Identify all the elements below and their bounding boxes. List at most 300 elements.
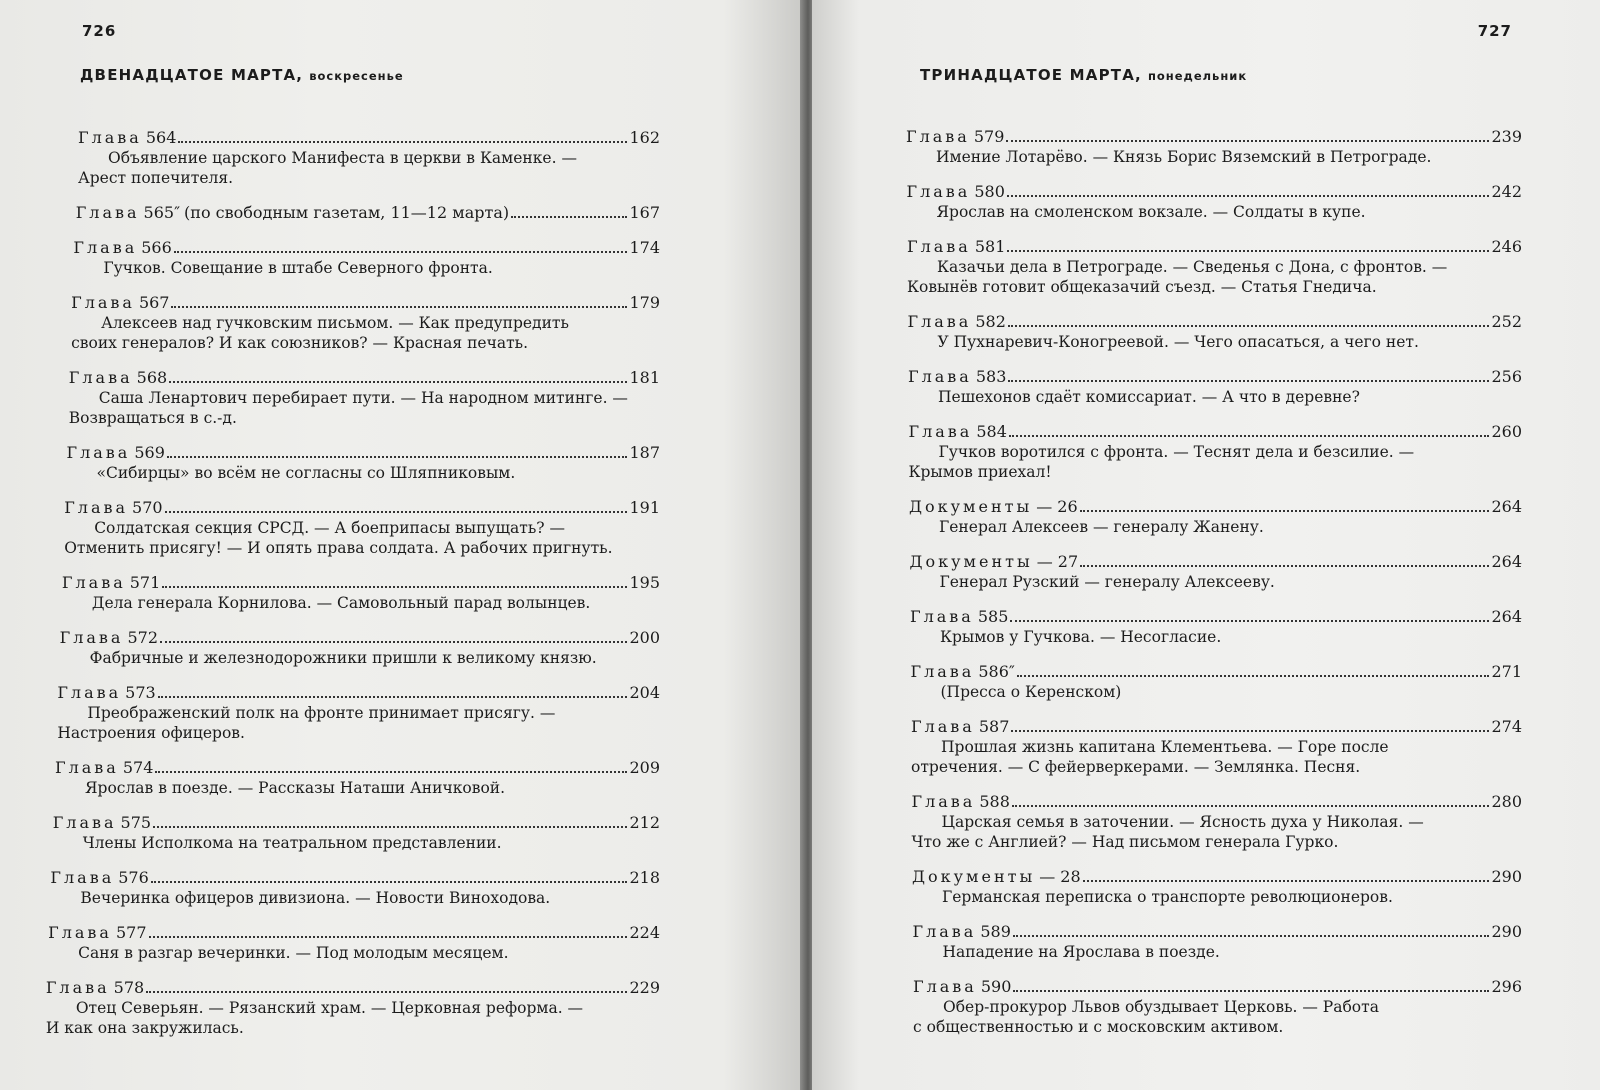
entry-page-number: 274	[1491, 717, 1522, 736]
entry-description-text: Члены Исполкома на театральном представлении.	[82, 834, 502, 852]
entry-description-line	[46, 1018, 660, 1038]
entry-description-text: Преображенский полк на фронте принимает присягу. —	[87, 704, 556, 722]
entry-number: 578	[113, 978, 145, 997]
toc-heading-line	[907, 237, 1522, 257]
entry-number: 572	[127, 628, 158, 647]
entry-description-line	[78, 148, 660, 168]
toc-heading-line	[909, 422, 1523, 442]
entry-kind: Глава	[59, 628, 124, 647]
entry-label	[908, 312, 1006, 332]
entry-page-number: 271	[1491, 662, 1522, 681]
entry-number: 583	[975, 367, 1007, 386]
entry-description-line	[913, 997, 1522, 1017]
entry-kind: Глава	[71, 293, 135, 312]
entry-number: 585	[977, 607, 1009, 626]
toc-heading-line	[910, 552, 1523, 572]
entry-page-number: 290	[1491, 922, 1522, 941]
entry-description-text: Крымов у Гучкова. — Несогласие.	[940, 628, 1222, 646]
entry-description-text: Алексеев над гучковским письмом. — Как предупредить	[101, 314, 569, 332]
toc-entry	[64, 498, 660, 558]
entry-label	[73, 238, 171, 258]
dot-leader	[1008, 380, 1489, 382]
page-number: 726	[82, 22, 117, 40]
toc-entry	[53, 813, 660, 853]
entry-number: 589	[980, 922, 1011, 941]
entry-description-line	[71, 333, 660, 353]
toc-entry	[913, 977, 1522, 1037]
toc-entry	[907, 182, 1523, 222]
toc-entry	[912, 867, 1522, 907]
entry-kind: Глава	[73, 238, 138, 257]
entry-page-number: 191	[629, 498, 660, 517]
entry-number: 570	[132, 498, 163, 517]
entry-description-text: (Пресса о Керенском)	[940, 683, 1122, 701]
dot-leader	[167, 456, 628, 458]
entry-label	[913, 922, 1011, 942]
entry-description-text: Казачьи дела в Петрограде. — Сведенья с Дона, с фронтов. —	[937, 258, 1448, 276]
entry-description-line	[67, 463, 661, 483]
entry-label	[913, 977, 1011, 997]
entry-label	[909, 422, 1007, 442]
entry-number: 590	[980, 977, 1012, 996]
entry-kind: Глава	[78, 128, 142, 147]
toc-entry	[69, 368, 660, 428]
toc-entry	[910, 552, 1523, 592]
entry-note: (по свободным газетам, 11—12 марта)	[184, 203, 510, 222]
entry-number: 566	[141, 238, 172, 257]
toc-heading-line	[913, 922, 1523, 942]
entry-description-line	[906, 147, 1522, 167]
toc-heading-line	[48, 923, 660, 943]
running-head-day: воскресенье	[309, 69, 404, 83]
toc-heading-line	[78, 128, 660, 148]
entry-label	[907, 237, 1005, 257]
entry-page-number: 296	[1491, 977, 1522, 996]
entry-label	[912, 867, 1081, 887]
entry-description-line	[912, 887, 1522, 907]
entry-kind: Документы	[912, 867, 1036, 886]
entry-number: 577	[115, 923, 147, 942]
entry-description-line	[913, 942, 1523, 962]
toc-entry	[908, 312, 1523, 352]
entry-label	[911, 662, 1015, 682]
entry-page-number: 242	[1491, 182, 1522, 201]
entry-label	[67, 443, 165, 463]
entry-page-number: 195	[629, 573, 660, 592]
entry-description-text: Что же с Англией? — Над письмом генерала Гурко.	[911, 833, 1339, 851]
entry-description-text: Отец Северьян. — Рязанский храм. — Церковная реформа. —	[75, 999, 584, 1017]
toc-entry	[908, 367, 1522, 407]
entry-page-number: 218	[629, 868, 660, 887]
dot-leader	[155, 771, 627, 773]
entry-page-number: 212	[629, 813, 660, 832]
dot-leader	[1083, 880, 1490, 882]
toc-entry	[57, 683, 660, 743]
entry-number: 568	[136, 368, 168, 387]
entry-description-line	[907, 257, 1522, 277]
entry-page-number: 264	[1491, 497, 1522, 516]
entry-page-number: 264	[1491, 607, 1522, 626]
toc-heading-line	[911, 662, 1523, 682]
toc-heading-line	[912, 867, 1522, 887]
entry-description-text: Отменить присягу! — И опять права солдата. А рабочих пригнуть.	[64, 539, 613, 557]
entry-kind: Глава	[55, 758, 119, 777]
running-head-date: ТРИНАДЦАТОЕ МАРТА,	[920, 66, 1142, 84]
entry-description-text: Генерал Алексеев — генералу Жанену.	[939, 518, 1264, 536]
dot-leader	[1013, 990, 1489, 992]
running-head-date: ДВЕНАДЦАТОЕ МАРТА,	[80, 66, 304, 84]
toc-heading-line	[913, 977, 1522, 997]
entry-description-line	[48, 943, 660, 963]
dot-leader	[1006, 140, 1489, 142]
toc-heading-line	[67, 443, 661, 463]
entry-kind: Глава	[68, 368, 133, 387]
toc-entry	[906, 127, 1522, 167]
dot-leader	[151, 881, 628, 883]
toc-entry	[909, 422, 1523, 482]
entry-description-line	[907, 277, 1522, 297]
entry-description-line	[71, 313, 660, 333]
dot-leader	[165, 511, 628, 513]
entry-page-number: 174	[629, 238, 660, 257]
toc-entry	[73, 238, 660, 278]
entry-description-text: Генерал Рузский — генералу Алексееву.	[939, 573, 1275, 591]
entry-label	[57, 683, 155, 703]
toc-entry	[60, 628, 660, 668]
dot-leader	[1012, 805, 1490, 807]
entry-label	[48, 923, 146, 943]
entry-description-text: Нападение на Ярослава в поезде.	[942, 943, 1220, 961]
entry-kind: Глава	[48, 923, 112, 942]
entry-description-line	[909, 517, 1522, 537]
entry-kind: Глава	[910, 607, 974, 626]
dot-leader	[1010, 620, 1489, 622]
entry-description-text: Возвращаться в с.-д.	[68, 409, 237, 427]
entry-page-number: 179	[629, 293, 660, 312]
entry-number: 586″	[978, 662, 1015, 681]
toc-heading-line	[907, 182, 1523, 202]
entry-page-number: 181	[629, 368, 660, 387]
entry-description-line	[911, 757, 1522, 777]
entry-page-number: 187	[629, 443, 660, 462]
entry-description-line	[910, 572, 1523, 592]
running-head-day: понедельник	[1147, 69, 1248, 83]
entry-kind: Глава	[75, 203, 140, 222]
entry-kind: Глава	[912, 922, 977, 941]
entry-number: — 28	[1039, 867, 1081, 886]
entry-number: 580	[974, 182, 1005, 201]
entry-description-text: Дела генерала Корнилова. — Самовольный парад волынцев.	[91, 594, 591, 612]
entry-kind: Глава	[910, 662, 975, 681]
dot-leader	[1080, 565, 1489, 567]
entry-description-line	[46, 998, 660, 1018]
entry-label	[64, 498, 162, 518]
dot-leader	[160, 641, 627, 643]
entry-kind: Глава	[64, 498, 129, 517]
toc-entry	[46, 978, 660, 1038]
dot-leader	[169, 381, 627, 383]
entry-page-number: 260	[1491, 422, 1522, 441]
toc-entry	[67, 443, 661, 483]
entry-description-text: Пешехонов сдаёт комиссариат. — А что в деревне?	[938, 388, 1360, 406]
running-head	[80, 66, 404, 84]
toc-entry	[50, 868, 660, 908]
entry-description-text: Ковынёв готовит общеказачий съезд. — Статья Гнедича.	[907, 278, 1377, 296]
entry-number: 569	[134, 443, 165, 462]
entry-kind: Глава	[908, 367, 972, 386]
entry-kind: Глава	[61, 573, 126, 592]
entry-description-text: И как она закружилась.	[45, 1019, 244, 1037]
entry-description-line	[50, 888, 660, 908]
entry-description-line	[912, 832, 1523, 852]
toc-entry	[911, 717, 1522, 777]
toc-heading-line	[912, 792, 1523, 812]
dot-leader	[1017, 675, 1490, 677]
entry-description-line	[60, 648, 660, 668]
entry-description-line	[69, 388, 660, 408]
entry-kind: Документы	[909, 552, 1033, 571]
toc-entry	[912, 792, 1523, 852]
entry-label	[71, 293, 169, 313]
entry-description-text: с общественностью и с московским активом.	[913, 1018, 1284, 1036]
dot-leader	[174, 251, 628, 253]
toc-heading-line	[906, 127, 1522, 147]
entry-description-line	[908, 387, 1522, 407]
entry-description-text: «Сибирцы» во всём не согласны со Шляпниковым.	[96, 464, 516, 482]
entry-label	[910, 607, 1008, 627]
entry-number: 588	[979, 792, 1010, 811]
toc-heading-line	[73, 238, 660, 258]
entry-description-line	[913, 1017, 1522, 1037]
entry-description-text: Царская семья в заточении. — Ясность духа у Николая. —	[941, 813, 1424, 831]
dot-leader	[149, 936, 628, 938]
entry-number: 573	[125, 683, 156, 702]
entry-number: 564	[145, 128, 177, 147]
dot-leader	[158, 696, 628, 698]
entry-page-number: 224	[629, 923, 660, 942]
entry-description-line	[909, 442, 1523, 462]
entry-page-number: 209	[629, 758, 660, 777]
table-of-contents	[45, 128, 660, 1053]
entry-kind: Глава	[66, 443, 131, 462]
entry-description-text: Ярослав на смоленском вокзале. — Солдаты в купе.	[936, 203, 1366, 221]
toc-heading-line	[57, 683, 660, 703]
entry-page-number: 167	[629, 203, 660, 222]
toc-heading-line	[909, 497, 1522, 517]
entry-description-line	[53, 833, 660, 853]
dot-leader	[171, 306, 627, 308]
dot-leader	[146, 991, 627, 993]
toc-heading-line	[62, 573, 660, 593]
toc-entry	[48, 923, 660, 963]
entry-number: 579	[973, 127, 1005, 146]
toc-entry	[55, 758, 660, 798]
entry-description-text: Обер-прокурор Львов обуздывает Церковь. — Работа	[943, 998, 1379, 1016]
entry-kind: Глава	[911, 717, 975, 736]
toc-heading-line	[908, 312, 1523, 332]
table-of-contents	[906, 127, 1522, 1052]
entry-description-text: Германская переписка о транспорте революционеров.	[942, 888, 1393, 906]
toc-heading-line	[910, 607, 1522, 627]
entry-description-text: Ярослав в поезде. — Рассказы Наташи Аничковой.	[85, 779, 506, 797]
entry-description-text: Арест попечителя.	[78, 169, 234, 187]
entry-number: 565″	[143, 203, 181, 222]
dot-leader	[162, 586, 627, 588]
entry-description-text: Гучков. Совещание в штабе Северного фронта.	[103, 259, 493, 277]
entry-kind: Документы	[909, 497, 1033, 516]
toc-entry	[913, 922, 1523, 962]
entry-page-number: 252	[1491, 312, 1522, 331]
entry-description-line	[55, 778, 660, 798]
entry-description-text: Объявление царского Манифеста в церкви в Каменке. —	[108, 149, 577, 167]
entry-kind: Глава	[913, 977, 977, 996]
entry-description-line	[908, 332, 1523, 352]
toc-entry	[76, 203, 660, 223]
entry-label	[60, 628, 158, 648]
entry-kind: Глава	[906, 127, 970, 146]
entry-number: 571	[129, 573, 161, 592]
entry-description-line	[64, 538, 660, 558]
dot-leader	[1008, 325, 1490, 327]
page-number: 727	[1477, 22, 1512, 40]
toc-entry	[911, 662, 1523, 702]
toc-heading-line	[50, 868, 660, 888]
entry-number: 567	[138, 293, 170, 312]
entry-number: 576	[118, 868, 149, 887]
toc-heading-line	[908, 367, 1522, 387]
entry-number: 581	[974, 237, 1006, 256]
toc-entry	[909, 497, 1522, 537]
dot-leader	[1007, 195, 1490, 197]
dot-leader	[511, 216, 627, 218]
entry-number: 584	[976, 422, 1007, 441]
dot-leader	[1080, 510, 1490, 512]
entry-description-text: Прошлая жизнь капитана Клементьева. — Горе после	[941, 738, 1389, 756]
entry-label	[78, 128, 176, 148]
dot-leader	[1011, 730, 1489, 732]
entry-label	[69, 368, 167, 388]
toc-heading-line	[71, 293, 660, 313]
entry-kind: Глава	[906, 182, 971, 201]
entry-description-line	[57, 703, 660, 723]
entry-kind: Глава	[50, 868, 115, 887]
entry-kind: Глава	[45, 978, 110, 997]
entry-number: — 27	[1036, 552, 1079, 571]
entry-description-line	[912, 812, 1523, 832]
entry-description-text: Солдатская секция СРСД. — А боеприпасы выпущать? —	[94, 519, 565, 537]
entry-description-line	[907, 202, 1523, 222]
entry-description-text: У Пухнаревич-Коногреевой. — Чего опасаться, а чего нет.	[937, 333, 1419, 351]
entry-page-number: 264	[1491, 552, 1522, 571]
entry-description-line	[57, 723, 660, 743]
entry-kind: Глава	[57, 683, 122, 702]
entry-number: 582	[975, 312, 1006, 331]
entry-label	[911, 717, 1009, 737]
dot-leader	[1009, 435, 1490, 437]
entry-page-number: 256	[1491, 367, 1522, 386]
right-page	[812, 0, 1600, 1090]
entry-label	[62, 573, 160, 593]
entry-page-number: 280	[1491, 792, 1522, 811]
toc-heading-line	[911, 717, 1522, 737]
entry-kind: Глава	[52, 813, 117, 832]
entry-number: 574	[122, 758, 154, 777]
entry-description-line	[69, 408, 660, 428]
entry-label	[908, 367, 1006, 387]
entry-description-text: Вечеринка офицеров дивизиона. — Новости Виноходова.	[80, 889, 551, 907]
toc-entry	[71, 293, 660, 353]
entry-kind: Глава	[911, 792, 976, 811]
entry-kind: Глава	[907, 312, 972, 331]
entry-description-text: Саня в разгар вечеринки. — Под молодым месяцем.	[78, 944, 509, 962]
entry-description-text: Гучков воротился с фронта. — Теснят дела и безсилие. —	[938, 443, 1415, 461]
entry-description-text: Фабричные и железнодорожники пришли к великому князю.	[89, 649, 597, 667]
toc-heading-line	[69, 368, 660, 388]
entry-kind: Глава	[907, 237, 971, 256]
entry-description-line	[909, 462, 1523, 482]
entry-label	[910, 552, 1079, 572]
toc-entry	[78, 128, 660, 188]
toc-entry	[907, 237, 1522, 297]
entry-label	[906, 127, 1004, 147]
entry-description-line	[911, 682, 1523, 702]
entry-number: — 26	[1036, 497, 1078, 516]
dot-leader	[1013, 935, 1490, 937]
entry-page-number: 290	[1491, 867, 1522, 886]
toc-entry	[910, 607, 1522, 647]
dot-leader	[1007, 250, 1489, 252]
entry-description-line	[62, 593, 660, 613]
entry-description-line	[78, 168, 660, 188]
entry-kind: Глава	[908, 422, 973, 441]
entry-page-number: 239	[1491, 127, 1522, 146]
entry-label	[912, 792, 1010, 812]
entry-description-text: Саша Ленартович перебирает пути. — На народном митинге. —	[98, 389, 628, 407]
dot-leader	[153, 826, 627, 828]
entry-label	[46, 978, 144, 998]
entry-description-text: своих генералов? И как союзников? — Красная печать.	[71, 334, 529, 352]
entry-label	[50, 868, 148, 888]
entry-label	[907, 182, 1005, 202]
dot-leader	[178, 141, 627, 143]
entry-page-number: 229	[629, 978, 660, 997]
running-head	[920, 66, 1247, 84]
entry-label	[53, 813, 151, 833]
entry-number: 575	[120, 813, 152, 832]
toc-heading-line	[53, 813, 660, 833]
entry-description-line	[73, 258, 660, 278]
toc-heading-line	[76, 203, 660, 223]
toc-heading-line	[55, 758, 660, 778]
toc-heading-line	[64, 498, 660, 518]
entry-description-line	[910, 627, 1522, 647]
entry-page-number: 246	[1491, 237, 1522, 256]
entry-label	[909, 497, 1078, 517]
entry-description-text: Крымов приехал!	[908, 463, 1052, 481]
entry-page-number: 162	[629, 128, 660, 147]
toc-heading-line	[46, 978, 660, 998]
entry-description-text: Имение Лотарёво. — Князь Борис Вяземский в Петрограде.	[936, 148, 1432, 166]
entry-description-text: Настроения офицеров.	[57, 724, 245, 742]
entry-label	[76, 203, 180, 223]
entry-number: 587	[978, 717, 1010, 736]
toc-heading-line	[60, 628, 660, 648]
entry-page-number: 200	[629, 628, 660, 647]
entry-description-line	[64, 518, 660, 538]
entry-description-text: отречения. — С фейерверкерами. — Землянка. Песня.	[911, 758, 1361, 776]
entry-page-number: 204	[629, 683, 660, 702]
entry-description-line	[911, 737, 1522, 757]
